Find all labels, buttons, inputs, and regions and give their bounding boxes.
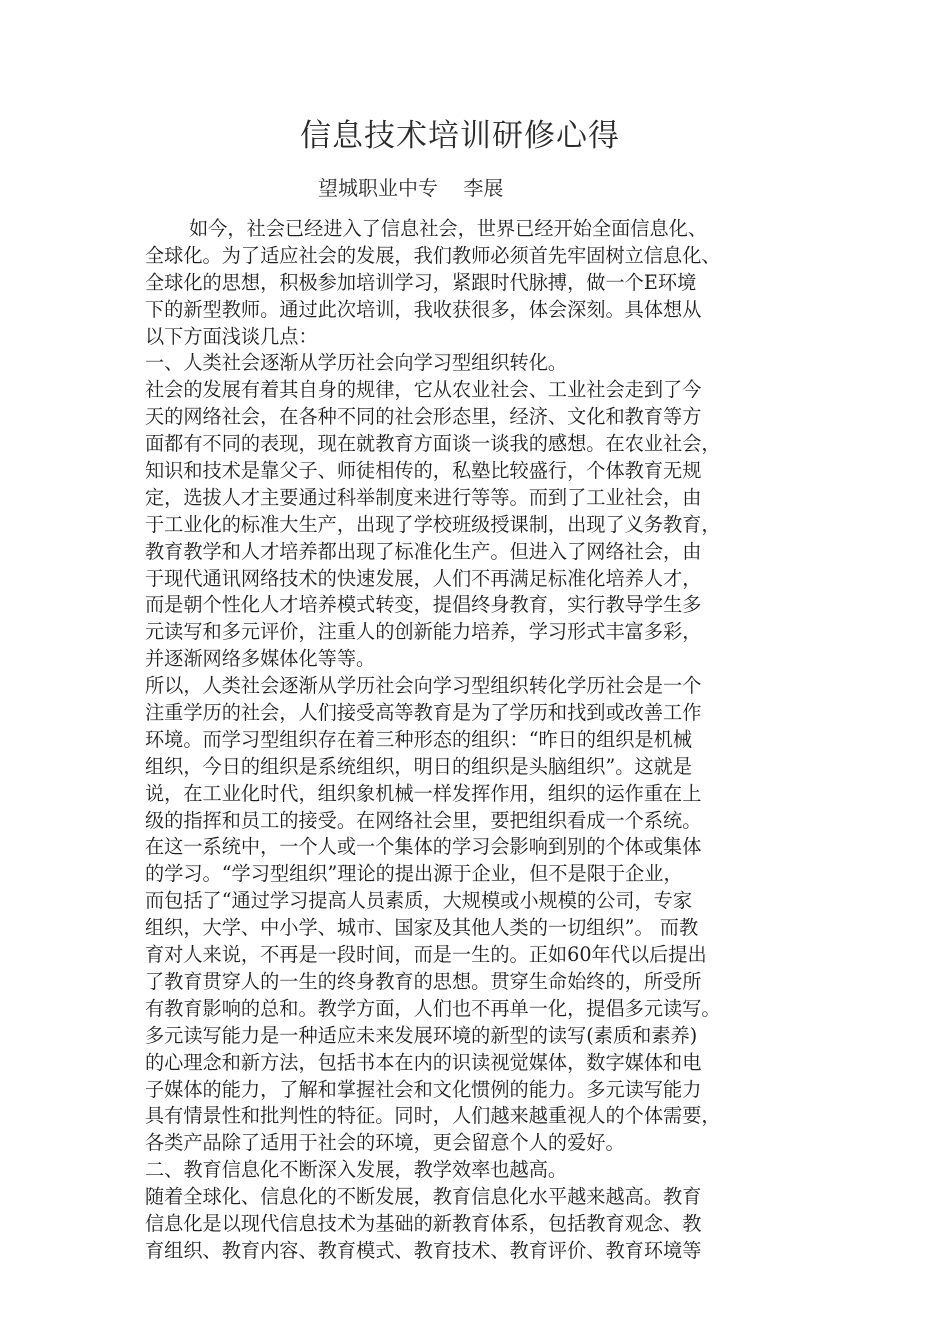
text-line: 多元读写能力是一种适应未来发展环境的新型的读写(素质和素养) (145, 1023, 698, 1047)
text-line: 并逐渐网络多媒体化等等。 (145, 647, 376, 671)
text-line: 以下方面浅谈几点： (145, 324, 318, 348)
text-line: 而包括了“通过学习提高人员素质，大规模或小规模的公司，专家 (145, 889, 693, 913)
text-line: 如今，社会已经进入了信息社会，世界已经开始全面信息化、 (189, 217, 708, 240)
text-line: 全球化。为了适应社会的发展，我们教师必须首先牢固树立信息化、 (145, 243, 721, 267)
text-line: 在这一系统中，一个人或一个集体的学习会影响到别的个体或集体 (145, 835, 702, 859)
text-line: 育组织、教育内容、教育模式、教育技术、教育评价、教育环境等 (145, 1238, 702, 1262)
text-line: 的学习。“学习型组织”理论的提出源于企业，但不是限于企业， (145, 862, 683, 886)
text-line: 注重学历的社会，人们接受高等教育是为了学历和找到或改善工作 (145, 701, 702, 725)
text-line: 随着全球化、信息化的不断发展，教育信息化水平越来越高。教育 (145, 1185, 702, 1209)
text-line: 信息化是以现代信息技术为基础的新教育体系，包括教育观念、教 (145, 1211, 702, 1235)
text-line: 组织，今日的组织是系统组织，明日的组织是头脑组织”。这就是 (145, 754, 693, 778)
text-line: 定，选拔人才主要通过科举制度来进行等等。而到了工业社会，由 (145, 485, 702, 509)
text-line: 有教育影响的总和。教学方面，人们也不再单一化，提倡多元读写。 (145, 996, 721, 1020)
text-line: 知识和技术是靠父子、师徒相传的，私塾比较盛行，个体教育无规 (145, 459, 702, 483)
text-line: 说，在工业化时代，组织象机械一样发挥作用，组织的运作重在上 (145, 781, 702, 805)
text-line: 面都有不同的表现，现在就教育方面谈一谈我的感想。在农业社会， (145, 432, 721, 456)
text-line: 二、教育信息化不断深入发展，教学效率也越高。 (145, 1158, 568, 1182)
text-line: 天的网络社会，在各种不同的社会形态里，经济、文化和教育等方 (145, 405, 702, 429)
text-line: 各类产品除了适用于社会的环境，更会留意个人的爱好。 (145, 1131, 625, 1155)
text-line: 的心理念和新方法，包括书本在内的识读视觉媒体，数字媒体和电 (145, 1050, 702, 1074)
document-author: 望城职业中专 李展 (318, 176, 504, 200)
text-line: 环境。而学习型组织存在着三种形态的组织：“昨日的组织是机械 (145, 727, 693, 751)
document-title: 信息技术培训研修心得 (300, 118, 620, 154)
text-line: 元读写和多元评价，注重人的创新能力培养，学习形式丰富多彩， (145, 620, 702, 644)
text-line: 教育教学和人才培养都出现了标准化生产。但进入了网络社会，由 (145, 539, 702, 563)
text-line: 社会的发展有着其自身的规律，它从农业社会、工业社会走到了今 (145, 378, 702, 402)
text-line: 下的新型教师。通过此次培训，我收获很多，体会深刻。具体想从 (145, 297, 702, 321)
text-line: 于工业化的标准大生产，出现了学校班级授课制，出现了义务教育， (145, 512, 721, 536)
text-line: 了教育贯穿人的一生的终身教育的思想。贯穿生命始终的，所受所 (145, 969, 702, 993)
text-line: 组织，大学、中小学、城市、国家及其他人类的一切组织”。 而教 (145, 916, 699, 940)
text-line: 具有情景性和批判性的特征。同时，人们越来越重视人的个体需要， (145, 1104, 721, 1128)
text-line: 育对人来说，不再是一段时间，而是一生的。正如60年代以后提出 (145, 943, 707, 967)
text-line: 全球化的思想，积极参加培训学习，紧跟时代脉搏，做一个E环境 (145, 270, 697, 294)
text-line: 子媒体的能力，了解和掌握社会和文化惯例的能力。多元读写能力 (145, 1077, 702, 1101)
text-line: 级的指挥和员工的接受。在网络社会里，要把组织看成一个系统。 (145, 808, 702, 832)
text-line: 而是朝个性化人才培养模式转变，提倡终身教育，实行教导学生多 (145, 593, 702, 617)
text-line: 所以，人类社会逐渐从学历社会向学习型组织转化学历社会是一个 (145, 674, 702, 698)
text-line: 一、人类社会逐渐从学历社会向学习型组织转化。 (145, 351, 568, 375)
document-body (145, 216, 815, 1265)
text-line: 于现代通讯网络技术的快速发展，人们不再满足标准化培养人才， (145, 566, 702, 590)
